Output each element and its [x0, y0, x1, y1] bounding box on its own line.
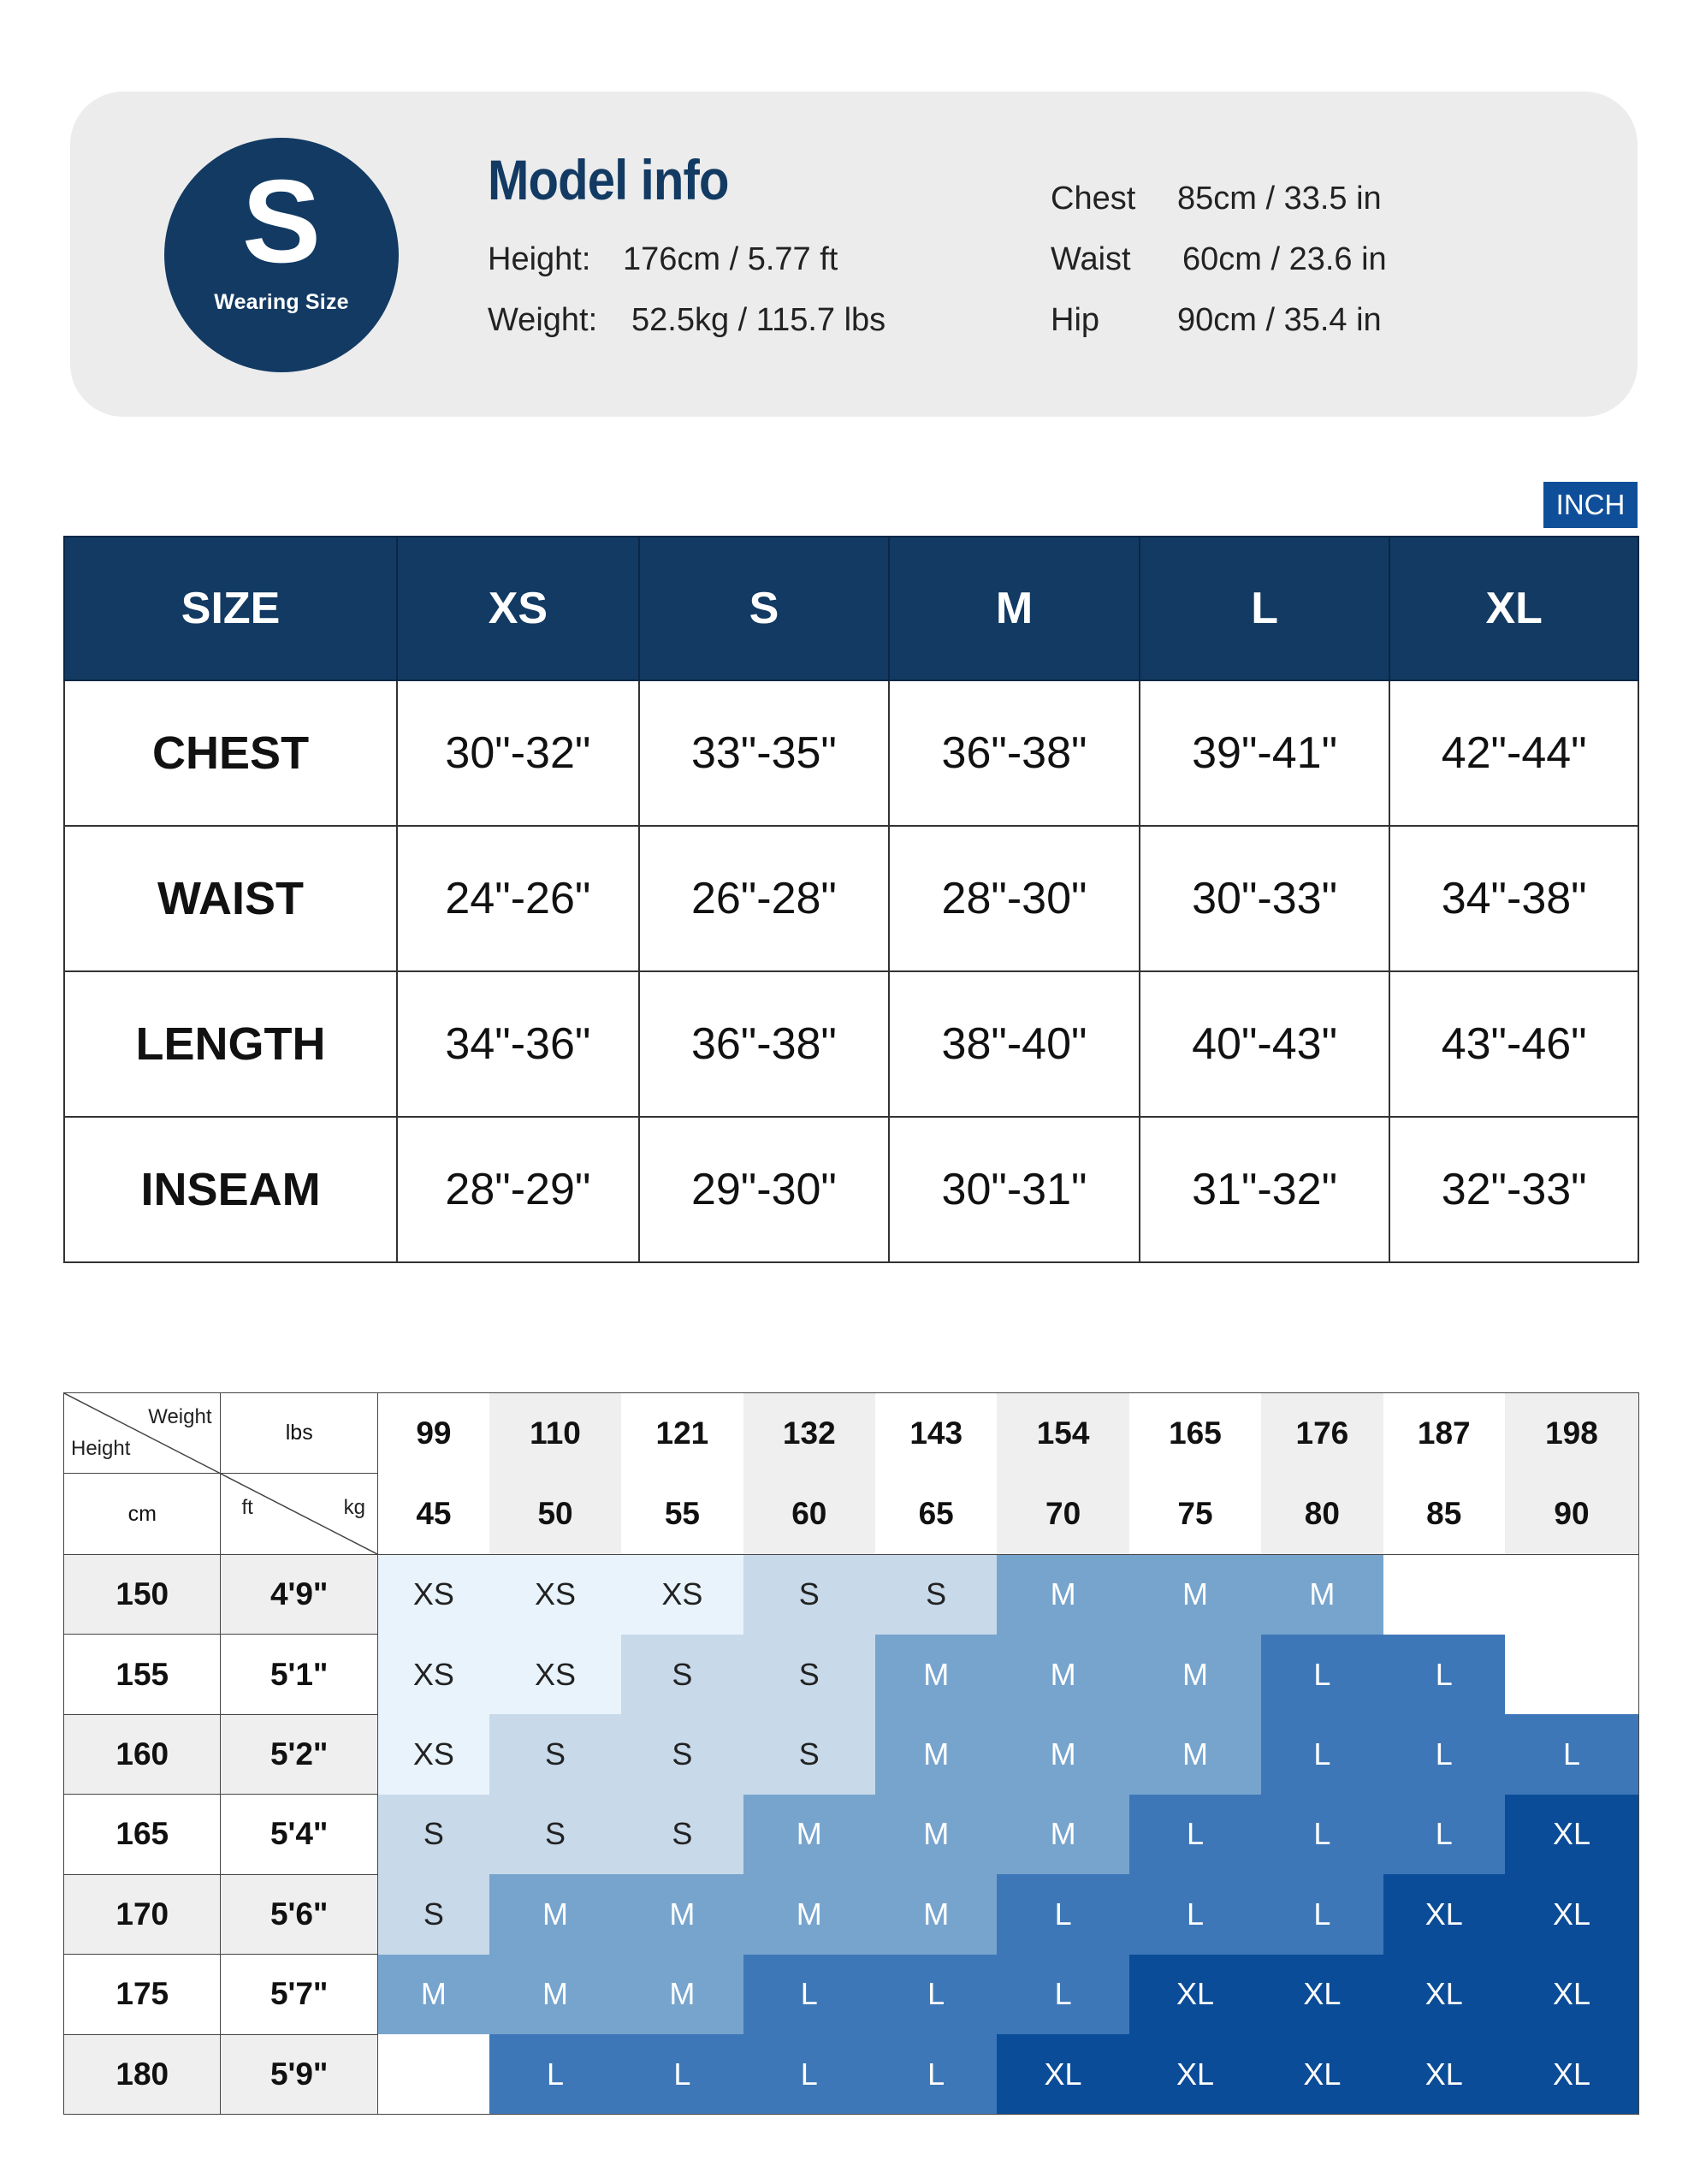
table-cell: 34"-36"	[397, 971, 639, 1117]
table-cell: 28"-29"	[397, 1117, 639, 1262]
height-ft: 4'9"	[221, 1554, 377, 1634]
size-cell: S	[743, 1714, 875, 1794]
size-cell: L	[743, 1955, 875, 2034]
table-cell: 38"-40"	[889, 971, 1140, 1117]
lbs-value: 132	[743, 1393, 875, 1474]
size-cell: M	[743, 1795, 875, 1874]
size-cell: M	[1129, 1714, 1261, 1794]
size-cell: XL	[1383, 1874, 1505, 1954]
table-cell: 26"-28"	[639, 826, 890, 971]
size-cell: S	[621, 1635, 743, 1714]
lbs-unit-label: lbs	[221, 1393, 377, 1474]
size-cell: L	[1383, 1635, 1505, 1714]
model-chest	[1051, 181, 1382, 217]
size-cell: M	[743, 1874, 875, 1954]
size-cell: S	[489, 1714, 621, 1794]
kg-value: 70	[997, 1474, 1128, 1554]
lbs-value: 165	[1129, 1393, 1261, 1474]
size-cell: L	[1505, 1714, 1639, 1794]
model-waist-value: 60cm / 23.6 in	[1182, 241, 1387, 277]
size-cell: S	[377, 1795, 489, 1874]
lbs-value: 198	[1505, 1393, 1639, 1474]
size-cell: M	[997, 1554, 1128, 1634]
height-ft: 5'6"	[221, 1874, 377, 1954]
size-cell: L	[1261, 1635, 1383, 1714]
height-cm: 170	[64, 1874, 221, 1954]
size-table-header: L	[1140, 537, 1390, 680]
size-table-header: XS	[397, 537, 639, 680]
table-cell: 34"-38"	[1389, 826, 1638, 971]
weight-axis-label: Weight	[148, 1405, 212, 1428]
size-cell: M	[997, 1635, 1128, 1714]
table-cell: 33"-35"	[639, 680, 890, 826]
lbs-value: 121	[621, 1393, 743, 1474]
model-height-value: 176cm / 5.77 ft	[623, 241, 838, 277]
size-cell: S	[875, 1554, 997, 1634]
kg-unit-label: kg	[343, 1496, 365, 1520]
size-cell: M	[875, 1635, 997, 1714]
height-weight-corner	[64, 1393, 221, 1474]
kg-header-row	[64, 1474, 1639, 1554]
size-cell: XL	[1505, 1874, 1639, 1954]
table-cell: 28"-30"	[889, 826, 1140, 971]
size-cell: S	[743, 1635, 875, 1714]
table-cell: 39"-41"	[1140, 680, 1390, 826]
model-weight-label: Weight:	[488, 302, 598, 338]
table-cell: 31"-32"	[1140, 1117, 1390, 1262]
model-weight-value: 52.5kg / 115.7 lbs	[631, 302, 886, 338]
model-info-title: Model info	[488, 148, 729, 211]
empty-cell	[377, 2034, 489, 2115]
size-cell: L	[1261, 1795, 1383, 1874]
size-cell: M	[377, 1955, 489, 2034]
height-cm: 155	[64, 1635, 221, 1714]
lbs-value: 143	[875, 1393, 997, 1474]
size-cell: M	[875, 1874, 997, 1954]
model-height-label: Height:	[488, 241, 591, 277]
height-ft: 5'9"	[221, 2034, 377, 2115]
size-cell: L	[875, 2034, 997, 2115]
size-table-header: XL	[1389, 537, 1638, 680]
lbs-value: 176	[1261, 1393, 1383, 1474]
table-cell: 24"-26"	[397, 826, 639, 971]
size-cell: L	[1261, 1714, 1383, 1794]
model-hip-label: Hip	[1051, 302, 1100, 338]
size-table-header: M	[889, 537, 1140, 680]
size-cell: XS	[489, 1554, 621, 1634]
size-cell: XL	[1505, 2034, 1639, 2115]
size-cell: XL	[1383, 2034, 1505, 2115]
table-row	[64, 826, 1638, 971]
size-cell: XL	[1383, 1955, 1505, 2034]
table-row	[64, 680, 1638, 826]
size-cell: M	[997, 1795, 1128, 1874]
table-row	[64, 1117, 1638, 1262]
kg-value: 45	[377, 1474, 489, 1554]
grid-row	[64, 1635, 1639, 1714]
row-label: INSEAM	[64, 1117, 397, 1262]
model-chest-value: 85cm / 33.5 in	[1177, 181, 1382, 217]
size-cell: M	[621, 1955, 743, 2034]
kg-value: 90	[1505, 1474, 1639, 1554]
size-cell: M	[489, 1955, 621, 2034]
table-cell: 30"-33"	[1140, 826, 1390, 971]
lbs-value: 110	[489, 1393, 621, 1474]
size-cell: S	[489, 1795, 621, 1874]
wearing-size-badge	[164, 138, 399, 372]
size-cell: M	[875, 1714, 997, 1794]
table-cell: 30"-32"	[397, 680, 639, 826]
height-weight-grid	[63, 1392, 1639, 2115]
size-table-header: S	[639, 537, 890, 680]
table-row	[64, 971, 1638, 1117]
size-cell: S	[743, 1554, 875, 1634]
size-cell: L	[743, 2034, 875, 2115]
lbs-header-row	[64, 1393, 1639, 1474]
size-cell: L	[997, 1955, 1128, 2034]
size-cell: XS	[489, 1635, 621, 1714]
size-table-header: SIZE	[64, 537, 397, 680]
model-weight	[488, 302, 886, 339]
size-cell: M	[489, 1874, 621, 1954]
lbs-value: 187	[1383, 1393, 1505, 1474]
size-cell: L	[1383, 1795, 1505, 1874]
row-label: WAIST	[64, 826, 397, 971]
kg-value: 60	[743, 1474, 875, 1554]
size-cell: L	[1129, 1874, 1261, 1954]
height-cm: 160	[64, 1714, 221, 1794]
size-cell: L	[1383, 1714, 1505, 1794]
height-ft: 5'1"	[221, 1635, 377, 1714]
size-table	[63, 536, 1639, 1263]
size-table-header-row	[64, 537, 1638, 680]
kg-value: 80	[1261, 1474, 1383, 1554]
size-cell: L	[621, 2034, 743, 2115]
grid-row	[64, 1795, 1639, 1874]
model-height	[488, 241, 838, 278]
model-waist	[1051, 241, 1387, 278]
height-axis-label: Height	[71, 1437, 131, 1461]
ft-unit-label: ft	[241, 1496, 253, 1520]
size-cell: XS	[377, 1635, 489, 1714]
size-cell: L	[875, 1955, 997, 2034]
wearing-size-letter: S	[241, 156, 322, 288]
empty-cell	[1383, 1554, 1505, 1634]
size-cell: S	[621, 1714, 743, 1794]
size-cell: L	[997, 1874, 1128, 1954]
grid-row	[64, 1554, 1639, 1634]
table-cell: 30"-31"	[889, 1117, 1140, 1262]
table-cell: 42"-44"	[1389, 680, 1638, 826]
grid-row	[64, 1955, 1639, 2034]
height-cm: 180	[64, 2034, 221, 2115]
size-cell: L	[1261, 1874, 1383, 1954]
size-cell: S	[621, 1795, 743, 1874]
size-cell: M	[1261, 1554, 1383, 1634]
size-cell: M	[1129, 1635, 1261, 1714]
size-cell: XS	[377, 1554, 489, 1634]
size-cell: M	[997, 1714, 1128, 1794]
cm-unit-label: cm	[64, 1474, 221, 1554]
kg-value: 50	[489, 1474, 621, 1554]
kg-value: 75	[1129, 1474, 1261, 1554]
size-cell: S	[377, 1874, 489, 1954]
table-cell: 36"-38"	[639, 971, 890, 1117]
ft-kg-corner	[221, 1474, 377, 1554]
lbs-value: 99	[377, 1393, 489, 1474]
empty-cell	[1505, 1635, 1639, 1714]
size-cell: XL	[1261, 2034, 1383, 2115]
model-hip	[1051, 302, 1382, 339]
table-cell: 32"-33"	[1389, 1117, 1638, 1262]
size-cell: XL	[997, 2034, 1128, 2115]
table-cell: 29"-30"	[639, 1117, 890, 1262]
size-cell: XS	[621, 1554, 743, 1634]
size-cell: M	[1129, 1554, 1261, 1634]
unit-tag: INCH	[1543, 482, 1638, 528]
size-cell: XL	[1129, 1955, 1261, 2034]
height-ft: 5'4"	[221, 1795, 377, 1874]
size-cell: XL	[1129, 2034, 1261, 2115]
size-cell: XL	[1261, 1955, 1383, 2034]
kg-value: 65	[875, 1474, 997, 1554]
kg-value: 85	[1383, 1474, 1505, 1554]
model-chest-label: Chest	[1051, 181, 1136, 217]
height-cm: 165	[64, 1795, 221, 1874]
size-cell: XL	[1505, 1795, 1639, 1874]
lbs-value: 154	[997, 1393, 1128, 1474]
height-cm: 150	[64, 1554, 221, 1634]
grid-row	[64, 1714, 1639, 1794]
size-cell: XS	[377, 1714, 489, 1794]
model-waist-label: Waist	[1051, 241, 1131, 277]
model-hip-value: 90cm / 35.4 in	[1177, 302, 1382, 338]
size-cell: M	[875, 1795, 997, 1874]
size-cell: L	[1129, 1795, 1261, 1874]
size-cell: L	[489, 2034, 621, 2115]
grid-row	[64, 1874, 1639, 1954]
kg-value: 55	[621, 1474, 743, 1554]
wearing-size-caption: Wearing Size	[214, 290, 349, 314]
table-cell: 43"-46"	[1389, 971, 1638, 1117]
table-cell: 36"-38"	[889, 680, 1140, 826]
size-cell: XL	[1505, 1955, 1639, 2034]
table-cell: 40"-43"	[1140, 971, 1390, 1117]
height-ft: 5'7"	[221, 1955, 377, 2034]
height-ft: 5'2"	[221, 1714, 377, 1794]
grid-row	[64, 2034, 1639, 2115]
height-cm: 175	[64, 1955, 221, 2034]
row-label: LENGTH	[64, 971, 397, 1117]
size-cell: M	[621, 1874, 743, 1954]
row-label: CHEST	[64, 680, 397, 826]
empty-cell	[1505, 1554, 1639, 1634]
